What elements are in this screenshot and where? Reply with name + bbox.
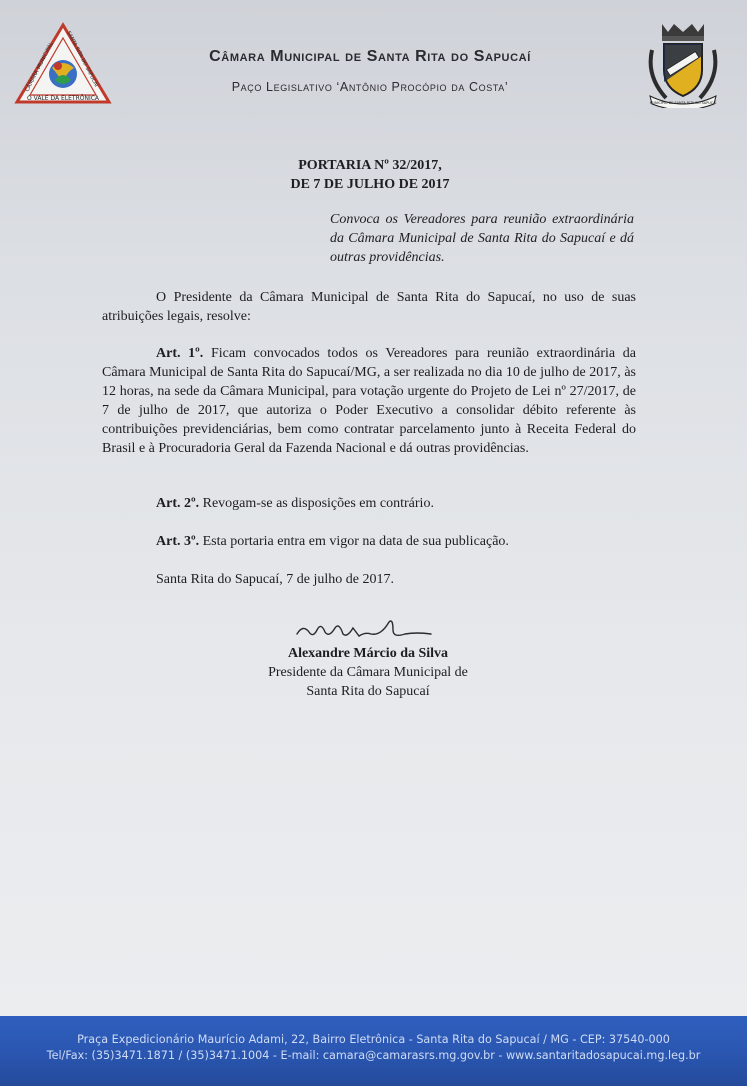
article-1-label: Art. 1º. xyxy=(156,346,204,361)
article-3-label: Art. 3º. xyxy=(156,534,200,549)
camara-logo-icon xyxy=(14,22,112,108)
portaria-line-2: DE 7 DE JULHO DE 2017 xyxy=(290,177,450,192)
logo-left-text-1: CÂMARA MUNICIPAL xyxy=(24,41,56,93)
signer-role-line-2: Santa Rita do Sapucaí xyxy=(306,684,430,699)
header-subtitle: Paço Legislativo ‘Antônio Procópio da Costa’ xyxy=(231,80,509,94)
place-date: Santa Rita do Sapucaí, 7 de julho de 2017. xyxy=(156,572,394,587)
article-1 xyxy=(102,344,636,458)
ementa: Convoca os Vereadores para reunião extraordinária da Câmara Municipal de Santa Rita do Sapucaí e dá outras providências. xyxy=(330,212,634,265)
intro-paragraph: O Presidente da Câmara Municipal de Santa Rita do Sapucaí, no uso de suas atribuições legais, resolve: xyxy=(102,290,636,324)
article-3-text: Esta portaria entra em vigor na data de sua publicação. xyxy=(202,534,509,549)
footer-contact: Tel/Fax: (35)3471.1871 / (35)3471.1004 - E-mail: camara@camarasrs.mg.gov.br - www.santaritadosapucai.mg.leg.br xyxy=(46,1049,701,1062)
logo-left-text-2: SANTA RITA DO SAPUCAÍ xyxy=(65,30,100,88)
article-3 xyxy=(102,532,636,551)
portaria-line-1: PORTARIA Nº 32/2017, xyxy=(298,158,442,173)
article-2 xyxy=(102,494,636,513)
coat-of-arms-icon xyxy=(644,20,722,108)
article-2-label: Art. 2º. xyxy=(156,496,200,511)
signer-role-line-1: Presidente da Câmara Municipal de xyxy=(268,665,468,680)
signer-block xyxy=(228,644,508,701)
header-title: Câmara Municipal de Santa Rita do Sapucaí xyxy=(209,48,531,65)
portaria-title xyxy=(200,156,540,194)
logo-left-banner: O VALE DA ELETRÔNICA xyxy=(26,95,100,102)
article-1-text: Ficam convocados todos os Vereadores para reunião extraordinária da Câmara Municipal de Santa Rita do Sapucaí/MG, a ser realizada no dia 10 de julho de 2017, às 12 horas, na sede da Câmara Municipal, para votação urgente do Projeto de Lei nº 27/2017, de 7 de julho de 2017, que autoriza o Poder Executivo a consolidar débito referente às contribuições previdenciárias, bem como contratar parcelamento junto à Receita Federal do Brasil e à Procuradoria Geral da Fazenda Nacional e dá outras providências. xyxy=(102,346,637,456)
footer-bar xyxy=(0,1016,747,1086)
footer-address: Praça Expedicionário Maurício Adami, 22, Bairro Eletrônica - Santa Rita do Sapucaí / MG - CEP: 37540-000 xyxy=(77,1033,670,1046)
article-2-text: Revogam-se as disposições em contrário. xyxy=(202,496,434,511)
signer-name: Alexandre Márcio da Silva xyxy=(287,646,449,661)
logo-right-banner: MUNICÍPIO DE SANTA RITA DO SAPUCAÍ xyxy=(649,101,717,105)
handwritten-signature xyxy=(293,614,435,642)
